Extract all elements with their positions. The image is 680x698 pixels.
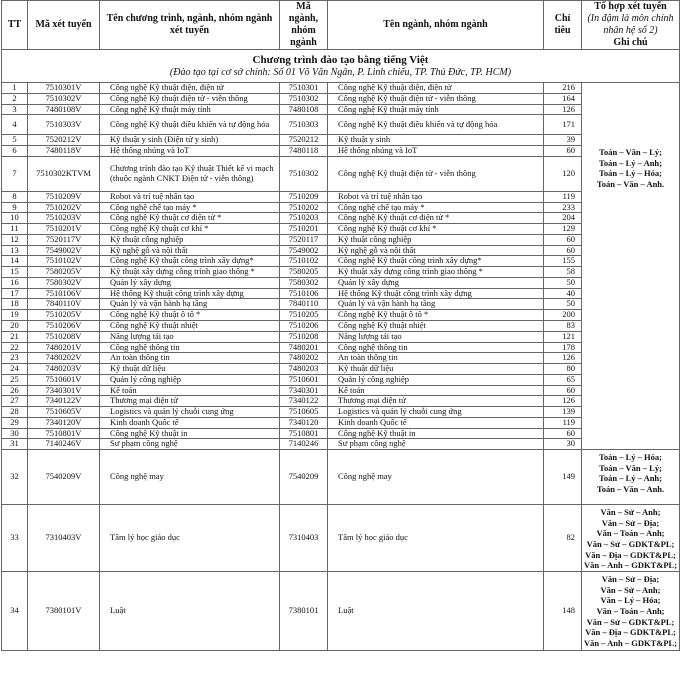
cell-ten-nganh: Công nghệ may: [328, 450, 544, 505]
cell-chi-tieu: 50: [544, 277, 582, 288]
cell-ma-nganh: 7510301: [280, 83, 328, 94]
cell-tt: 27: [2, 396, 28, 407]
cell-ma-nganh: 7510302: [280, 156, 328, 191]
combo-item: Văn – Sử – Địa;: [601, 517, 660, 528]
cell-ma: 7510102V: [28, 256, 100, 267]
cell-chi-tieu: 148: [544, 572, 582, 651]
header-ten-chuong-trinh: Tên chương trình, ngành, nhóm ngành xét tuyển: [100, 1, 280, 50]
cell-tt: 17: [2, 288, 28, 299]
admission-table: [1, 0, 680, 651]
cell-ten: Kỹ thuật dữ liệu: [100, 364, 280, 375]
cell-ten-nganh: Công nghệ Kỹ thuật in: [328, 428, 544, 439]
section-title: Chương trình đào tạo bằng tiếng Việt: [252, 53, 429, 66]
section-cell: [2, 50, 680, 83]
combo-item: Văn – Sử – GDKT&PL;: [586, 539, 675, 550]
cell-chi-tieu: 60: [544, 234, 582, 245]
cell-ma: 7510801V: [28, 428, 100, 439]
combo-item: Toán – Văn – Anh.: [596, 484, 665, 495]
cell-ma: 7310403V: [28, 505, 100, 572]
cell-ten-nganh: Luật: [328, 572, 544, 651]
header-ma-nganh: Mã ngành, nhóm ngành: [280, 1, 328, 50]
cell-chi-tieu: 80: [544, 364, 582, 375]
table-row: [2, 104, 680, 115]
cell-ma: 7580205V: [28, 267, 100, 278]
cell-chi-tieu: 139: [544, 407, 582, 418]
cell-ten-nganh: An toàn thông tin: [328, 353, 544, 364]
table-row: [2, 115, 680, 135]
cell-ma-nganh: 7510303: [280, 115, 328, 135]
cell-ten-nganh: Thương mại điện tử: [328, 396, 544, 407]
table-row: [2, 245, 680, 256]
cell-chi-tieu: 129: [544, 224, 582, 235]
cell-chi-tieu: 40: [544, 288, 582, 299]
combo-item: Toán – Lý – Hóa;: [599, 452, 662, 463]
cell-ten-nganh: Công nghệ Kỹ thuật điện, điện tử: [328, 83, 544, 94]
cell-chi-tieu: 120: [544, 156, 582, 191]
cell-tt: 5: [2, 135, 28, 146]
cell-ten: Quản lý và vận hành hạ tầng: [100, 299, 280, 310]
table-row: [2, 450, 680, 505]
cell-ten-nganh: Kỹ thuật y sinh: [328, 135, 544, 146]
cell-ma: 7510208V: [28, 331, 100, 342]
cell-ten: Hệ thống nhúng và IoT: [100, 146, 280, 157]
cell-ten: Công nghệ may: [100, 450, 280, 505]
table-row: [2, 277, 680, 288]
combo-item: Văn – Sử – Anh;: [600, 584, 661, 595]
cell-ma-nganh: 7580302: [280, 277, 328, 288]
cell-ten-nganh: Công nghệ Kỹ thuật nhiệt: [328, 321, 544, 332]
cell-ma-nganh: 7480118: [280, 146, 328, 157]
combo-cell: [582, 505, 680, 572]
table-row: [2, 310, 680, 321]
cell-tt: 8: [2, 191, 28, 202]
combo-item: Văn – Địa – GDKT&PL;: [585, 549, 676, 560]
table-body: [2, 50, 680, 651]
cell-ten-nganh: Kỹ nghệ gỗ và nội thất: [328, 245, 544, 256]
combo-cell: [582, 83, 680, 450]
cell-ma: 7480201V: [28, 342, 100, 353]
cell-chi-tieu: 30: [544, 439, 582, 450]
cell-chi-tieu: 60: [544, 146, 582, 157]
cell-tt: 1: [2, 83, 28, 94]
cell-ma: 7520212V: [28, 135, 100, 146]
cell-tt: 11: [2, 224, 28, 235]
cell-ten: Logistics và quản lý chuỗi cung ứng: [100, 407, 280, 418]
cell-ten-nganh: Kế toán: [328, 385, 544, 396]
cell-ma: 7540209V: [28, 450, 100, 505]
cell-ma: 7580302V: [28, 277, 100, 288]
cell-ten-nganh: Kỹ thuật xây dựng công trình giao thông *: [328, 267, 544, 278]
combo-item: Toán – Văn – Anh.: [596, 178, 665, 189]
cell-ten: Công nghệ Kỹ thuật điện tử - viễn thông: [100, 93, 280, 104]
cell-ma: 7840110V: [28, 299, 100, 310]
combo-item: Toán – Lý – Anh;: [599, 473, 662, 484]
cell-ten-nganh: Hệ thống Kỹ thuật công trình xây dựng: [328, 288, 544, 299]
cell-ma-nganh: 7510205: [280, 310, 328, 321]
table-row: [2, 428, 680, 439]
cell-ma: 7510203V: [28, 213, 100, 224]
cell-ma: 7140246V: [28, 439, 100, 450]
cell-ma: 7510205V: [28, 310, 100, 321]
cell-chi-tieu: 60: [544, 428, 582, 439]
cell-ma-nganh: 7340301: [280, 385, 328, 396]
cell-tt: 26: [2, 385, 28, 396]
cell-ten: Công nghệ Kỹ thuật ô tô *: [100, 310, 280, 321]
cell-ma-nganh: 7140246: [280, 439, 328, 450]
cell-ten-nganh: Kỹ thuật dữ liệu: [328, 364, 544, 375]
combo-item: Văn – Anh – GDKT&PL;: [584, 560, 678, 571]
cell-ten: Kỹ nghệ gỗ và nội thất: [100, 245, 280, 256]
cell-chi-tieu: 149: [544, 450, 582, 505]
table-row: [2, 146, 680, 157]
table-row: [2, 374, 680, 385]
header-ten-nganh: Tên ngành, nhóm ngành: [328, 1, 544, 50]
cell-tt: 2: [2, 93, 28, 104]
cell-ma-nganh: 7340120: [280, 417, 328, 428]
cell-ma-nganh: 7380101: [280, 572, 328, 651]
cell-ten: Quản lý xây dựng: [100, 277, 280, 288]
combo-cell: [582, 572, 680, 651]
table-row: [2, 191, 680, 202]
cell-ma: 7510201V: [28, 224, 100, 235]
cell-tt: 18: [2, 299, 28, 310]
cell-ten: Kinh doanh Quốc tế: [100, 417, 280, 428]
cell-ma: 7510202V: [28, 202, 100, 213]
cell-tt: 10: [2, 213, 28, 224]
combo-item: Văn – Sử – GDKT&PL;: [586, 616, 675, 627]
cell-ten: Công nghệ thông tin: [100, 342, 280, 353]
cell-ma: 7549002V: [28, 245, 100, 256]
combo-item: Toán – Lý – Hóa;: [599, 168, 662, 179]
cell-ma-nganh: 7540209: [280, 450, 328, 505]
cell-chi-tieu: 200: [544, 310, 582, 321]
combo-item: Toán – Văn – Lý;: [599, 462, 662, 473]
cell-ma: 7510605V: [28, 407, 100, 418]
cell-ma: 7340122V: [28, 396, 100, 407]
table-row: [2, 385, 680, 396]
table-row: [2, 202, 680, 213]
cell-ten: Kế toán: [100, 385, 280, 396]
cell-ma-nganh: 7510102: [280, 256, 328, 267]
header-tt: TT: [2, 1, 28, 50]
cell-tt: 15: [2, 267, 28, 278]
table-row: [2, 234, 680, 245]
cell-tt: 32: [2, 450, 28, 505]
cell-ten: Công nghệ Kỹ thuật in: [100, 428, 280, 439]
cell-ma: 7510301V: [28, 83, 100, 94]
cell-ten-nganh: Hệ thống nhúng và IoT: [328, 146, 544, 157]
cell-ten-nganh: Công nghệ Kỹ thuật công trình xây dựng*: [328, 256, 544, 267]
cell-chi-tieu: 119: [544, 191, 582, 202]
cell-ma: 7520117V: [28, 234, 100, 245]
cell-ten: Công nghệ Kỹ thuật nhiệt: [100, 321, 280, 332]
cell-ma-nganh: 7510605: [280, 407, 328, 418]
cell-ma-nganh: 7510203: [280, 213, 328, 224]
table-row: [2, 299, 680, 310]
cell-tt: 33: [2, 505, 28, 572]
table-row: [2, 364, 680, 375]
combo-item: Văn – Sử – Anh;: [600, 507, 661, 518]
header-to-hop-note: (In đậm là môn chính nhân hệ số 2): [587, 13, 674, 36]
cell-ma-nganh: 7510208: [280, 331, 328, 342]
combo-item: Văn – Lý – Hóa;: [600, 595, 661, 606]
cell-tt: 16: [2, 277, 28, 288]
cell-ten: Công nghệ Kỹ thuật điều khiển và tự động hóa: [100, 115, 280, 135]
cell-tt: 6: [2, 146, 28, 157]
cell-tt: 25: [2, 374, 28, 385]
cell-ma: 7380101V: [28, 572, 100, 651]
cell-ma: 7510206V: [28, 321, 100, 332]
cell-tt: 31: [2, 439, 28, 450]
cell-ten-nganh: Logistics và quản lý chuỗi cung ứng: [328, 407, 544, 418]
cell-ma-nganh: 7480202: [280, 353, 328, 364]
cell-ten: Công nghệ Kỹ thuật điện, điện tử: [100, 83, 280, 94]
cell-ten: Kỹ thuật xây dựng công trình giao thông *: [100, 267, 280, 278]
table-row: [2, 213, 680, 224]
cell-ten-nganh: Công nghệ thông tin: [328, 342, 544, 353]
combo-item: Văn – Toán – Anh;: [596, 606, 665, 617]
cell-ten-nganh: Tâm lý học giáo dục: [328, 505, 544, 572]
cell-tt: 28: [2, 407, 28, 418]
cell-tt: 23: [2, 353, 28, 364]
cell-tt: 30: [2, 428, 28, 439]
combo-item: Toán – Văn – Lý;: [599, 147, 662, 157]
cell-ma-nganh: 7510201: [280, 224, 328, 235]
cell-tt: 29: [2, 417, 28, 428]
cell-ten-nganh: Kinh doanh Quốc tế: [328, 417, 544, 428]
cell-ten: Robot và trí tuệ nhân tạo: [100, 191, 280, 202]
cell-ten: Kỹ thuật công nghiệp: [100, 234, 280, 245]
header-to-hop: [582, 1, 680, 50]
cell-ma: 7510106V: [28, 288, 100, 299]
cell-ma-nganh: 7510206: [280, 321, 328, 332]
cell-ma-nganh: 7480201: [280, 342, 328, 353]
cell-chi-tieu: 121: [544, 331, 582, 342]
cell-ten: Công nghệ Kỹ thuật công trình xây dựng*: [100, 256, 280, 267]
cell-ten: Thương mại điện tử: [100, 396, 280, 407]
cell-ma-nganh: 7510601: [280, 374, 328, 385]
cell-ten: Công nghệ Kỹ thuật cơ điện tử *: [100, 213, 280, 224]
cell-ten: Luật: [100, 572, 280, 651]
cell-ma: 7480118V: [28, 146, 100, 157]
cell-ten-nganh: Quản lý và vận hành hạ tầng: [328, 299, 544, 310]
cell-ten: An toàn thông tin: [100, 353, 280, 364]
cell-tt: 22: [2, 342, 28, 353]
cell-ma-nganh: 7310403: [280, 505, 328, 572]
table-row: [2, 396, 680, 407]
cell-ma-nganh: 7510202: [280, 202, 328, 213]
cell-tt: 20: [2, 321, 28, 332]
table-row: [2, 224, 680, 235]
combo-item: Văn – Anh – GDKT&PL;: [584, 637, 678, 648]
cell-ma: 7480202V: [28, 353, 100, 364]
cell-tt: 34: [2, 572, 28, 651]
header-to-hop-title: Tổ hợp xét tuyển: [594, 1, 667, 12]
table-row: [2, 256, 680, 267]
cell-chi-tieu: 171: [544, 115, 582, 135]
cell-ma-nganh: 7510209: [280, 191, 328, 202]
cell-ma: 7340301V: [28, 385, 100, 396]
cell-ten-nganh: Kỹ thuật công nghiệp: [328, 234, 544, 245]
cell-ma-nganh: 7580205: [280, 267, 328, 278]
cell-ma-nganh: 7520117: [280, 234, 328, 245]
cell-ten: Công nghệ Kỹ thuật máy tính: [100, 104, 280, 115]
section-subtitle: (Đào tạo tại cơ sở chính: Số 01 Võ Văn Ngân, P. Linh chiểu, TP. Thủ Đức, TP. HCM): [169, 66, 512, 78]
cell-tt: 19: [2, 310, 28, 321]
cell-tt: 7: [2, 156, 28, 191]
cell-ten-nganh: Quản lý xây dựng: [328, 277, 544, 288]
cell-chi-tieu: 126: [544, 104, 582, 115]
cell-ma-nganh: 7510302: [280, 93, 328, 104]
cell-chi-tieu: 178: [544, 342, 582, 353]
cell-ma-nganh: 7480108: [280, 104, 328, 115]
cell-ma-nganh: 7840110: [280, 299, 328, 310]
header-ma-xet-tuyen: Mã xét tuyển: [28, 1, 100, 50]
cell-ten: Năng lượng tái tạo: [100, 331, 280, 342]
cell-chi-tieu: 164: [544, 93, 582, 104]
cell-ten-nganh: Công nghệ Kỹ thuật điện tử - viễn thông: [328, 93, 544, 104]
table-row: [2, 93, 680, 104]
header-chi-tieu: Chỉ tiêu: [544, 1, 582, 50]
cell-ten-nganh: Công nghệ Kỹ thuật điều khiển và tự động hóa: [328, 115, 544, 135]
cell-chi-tieu: 126: [544, 353, 582, 364]
header-ghi-chu: Ghi chú: [613, 37, 648, 48]
table-row: [2, 321, 680, 332]
combo-cell: [582, 450, 680, 505]
cell-chi-tieu: 119: [544, 417, 582, 428]
cell-ma: 7510302KTVM: [28, 156, 100, 191]
cell-chi-tieu: 60: [544, 245, 582, 256]
combo-item: Văn – Sử – Địa;: [601, 574, 660, 585]
cell-ten-nganh: Công nghệ Kỹ thuật máy tính: [328, 104, 544, 115]
cell-ten: Quản lý công nghiệp: [100, 374, 280, 385]
cell-ten: Sư phạm công nghệ: [100, 439, 280, 450]
table-row: [2, 83, 680, 94]
cell-chi-tieu: 233: [544, 202, 582, 213]
cell-ma-nganh: 7549002: [280, 245, 328, 256]
cell-ten-nganh: Sư phạm công nghệ: [328, 439, 544, 450]
cell-chi-tieu: 83: [544, 321, 582, 332]
cell-ma-nganh: 7520212: [280, 135, 328, 146]
cell-chi-tieu: 216: [544, 83, 582, 94]
cell-tt: 12: [2, 234, 28, 245]
section-row: [2, 50, 680, 83]
cell-ten-nganh: Công nghệ chế tạo máy *: [328, 202, 544, 213]
table-row: [2, 505, 680, 572]
cell-chi-tieu: 82: [544, 505, 582, 572]
table-row: [2, 156, 680, 191]
cell-tt: 13: [2, 245, 28, 256]
cell-ma-nganh: 7340122: [280, 396, 328, 407]
cell-chi-tieu: 58: [544, 267, 582, 278]
combo-item: Văn – Toán – Anh;: [596, 528, 665, 539]
cell-ten-nganh: Năng lượng tái tạo: [328, 331, 544, 342]
cell-ten-nganh: Quản lý công nghiệp: [328, 374, 544, 385]
cell-ma-nganh: 7510106: [280, 288, 328, 299]
table-row: [2, 267, 680, 278]
cell-ten-nganh: Công nghệ Kỹ thuật cơ khí *: [328, 224, 544, 235]
cell-ma: 7480203V: [28, 364, 100, 375]
cell-chi-tieu: 39: [544, 135, 582, 146]
cell-ma: 7510209V: [28, 191, 100, 202]
cell-ma: 7510601V: [28, 374, 100, 385]
table-row: [2, 572, 680, 651]
combo-item: Văn – Địa – GDKT&PL;: [585, 627, 676, 638]
cell-ma-nganh: 7480203: [280, 364, 328, 375]
cell-ten-nganh: Công nghệ Kỹ thuật cơ điện tử *: [328, 213, 544, 224]
cell-ma: 7510303V: [28, 115, 100, 135]
cell-tt: 21: [2, 331, 28, 342]
table-row: [2, 342, 680, 353]
cell-ten: Tâm lý học giáo dục: [100, 505, 280, 572]
cell-tt: 3: [2, 104, 28, 115]
table-row: [2, 407, 680, 418]
cell-ma: 7510302V: [28, 93, 100, 104]
cell-chi-tieu: 50: [544, 299, 582, 310]
cell-ten-nganh: Công nghệ Kỹ thuật điện tử - viễn thông: [328, 156, 544, 191]
cell-ma-nganh: 7510801: [280, 428, 328, 439]
cell-chi-tieu: 60: [544, 385, 582, 396]
cell-ten-nganh: Robot và trí tuệ nhân tạo: [328, 191, 544, 202]
cell-tt: 4: [2, 115, 28, 135]
cell-ten: Kỹ thuật y sinh (Điện tử y sinh): [100, 135, 280, 146]
cell-ten: Công nghệ Kỹ thuật cơ khí *: [100, 224, 280, 235]
table-row: [2, 288, 680, 299]
table-row: [2, 353, 680, 364]
cell-ten: Chương trình đào tạo Kỹ thuật Thiết kế vi mạch (thuộc ngành CNKT Điện tử - viễn thông): [100, 156, 280, 191]
table-row: [2, 439, 680, 450]
table-row: [2, 417, 680, 428]
cell-tt: 9: [2, 202, 28, 213]
cell-chi-tieu: 204: [544, 213, 582, 224]
header-row: [2, 1, 680, 50]
cell-tt: 14: [2, 256, 28, 267]
cell-chi-tieu: 65: [544, 374, 582, 385]
cell-ten: Công nghệ chế tạo máy *: [100, 202, 280, 213]
table-row: [2, 135, 680, 146]
cell-chi-tieu: 126: [544, 396, 582, 407]
table-row: [2, 331, 680, 342]
cell-tt: 24: [2, 364, 28, 375]
cell-ma: 7480108V: [28, 104, 100, 115]
combo-item: Toán – Lý – Anh;: [599, 157, 662, 168]
cell-ten-nganh: Công nghệ Kỹ thuật ô tô *: [328, 310, 544, 321]
cell-chi-tieu: 155: [544, 256, 582, 267]
cell-ma: 7340120V: [28, 417, 100, 428]
cell-ten: Hệ thống Kỹ thuật công trình xây dựng: [100, 288, 280, 299]
